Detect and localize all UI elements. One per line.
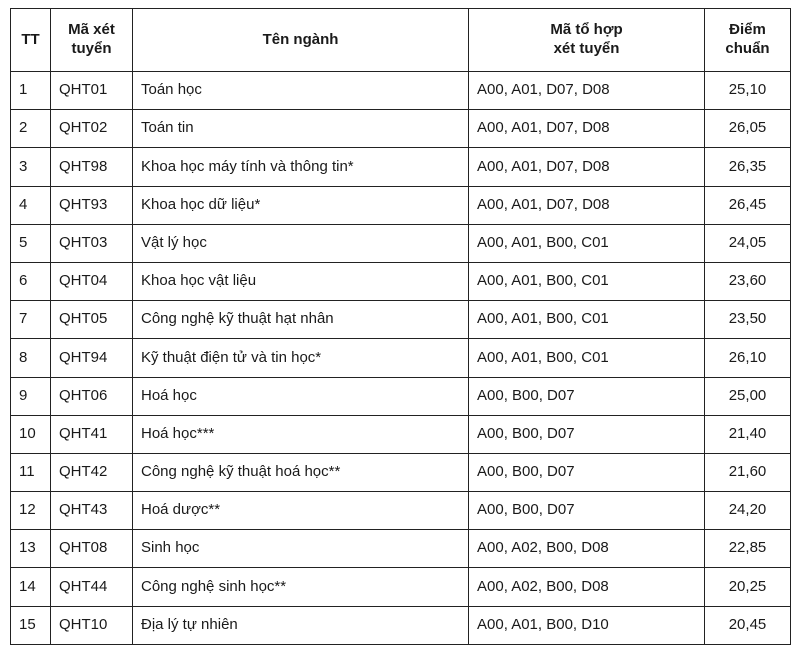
program-code-cell: QHT98 xyxy=(51,148,133,186)
program-code-cell: QHT04 xyxy=(51,262,133,300)
program-name-cell: Hoá học xyxy=(133,377,469,415)
program-name-cell: Toán tin xyxy=(133,110,469,148)
row-number-cell: 5 xyxy=(11,224,51,262)
table-row xyxy=(11,377,791,415)
header-row xyxy=(11,9,791,72)
benchmark-score-cell: 26,10 xyxy=(705,339,791,377)
row-number-cell: 10 xyxy=(11,415,51,453)
subject-combination-cell: A00, A01, B00, C01 xyxy=(469,339,705,377)
program-name-cell: Khoa học máy tính và thông tin* xyxy=(133,148,469,186)
subject-combination-cell: A00, A02, B00, D08 xyxy=(469,530,705,568)
benchmark-score-cell: 21,60 xyxy=(705,453,791,491)
header-ma-line2: tuyển xyxy=(71,40,112,57)
table-row xyxy=(11,110,791,148)
subject-combination-cell: A00, A01, B00, C01 xyxy=(469,301,705,339)
table-row xyxy=(11,606,791,644)
row-number-cell: 9 xyxy=(11,377,51,415)
program-code-cell: QHT03 xyxy=(51,224,133,262)
program-name-cell: Vật lý học xyxy=(133,224,469,262)
subject-combination-cell: A00, A01, B00, C01 xyxy=(469,262,705,300)
subject-combination-cell: A00, A01, D07, D08 xyxy=(469,72,705,110)
subject-combination-cell: A00, A01, B00, D10 xyxy=(469,606,705,644)
header-tohop-line1: Mã tổ hợp xyxy=(550,21,623,39)
row-number-cell: 7 xyxy=(11,301,51,339)
program-code-cell: QHT02 xyxy=(51,110,133,148)
table-row xyxy=(11,339,791,377)
subject-combination-cell: A00, A01, D07, D08 xyxy=(469,186,705,224)
table-row xyxy=(11,492,791,530)
subject-combination-cell: A00, A01, B00, C01 xyxy=(469,224,705,262)
row-number-cell: 11 xyxy=(11,453,51,491)
program-code-cell: QHT05 xyxy=(51,301,133,339)
program-name-cell: Địa lý tự nhiên xyxy=(133,606,469,644)
program-name-cell: Hoá học*** xyxy=(133,415,469,453)
table-row xyxy=(11,72,791,110)
row-number-cell: 13 xyxy=(11,530,51,568)
program-name-cell: Công nghệ kỹ thuật hạt nhân xyxy=(133,301,469,339)
subject-combination-cell: A00, A01, D07, D08 xyxy=(469,148,705,186)
header-ma-to-hop xyxy=(469,9,705,72)
benchmark-score-cell: 25,00 xyxy=(705,377,791,415)
table-row xyxy=(11,415,791,453)
benchmark-score-cell: 26,45 xyxy=(705,186,791,224)
program-code-cell: QHT08 xyxy=(51,530,133,568)
program-code-cell: QHT94 xyxy=(51,339,133,377)
row-number-cell: 3 xyxy=(11,148,51,186)
subject-combination-cell: A00, B00, D07 xyxy=(469,492,705,530)
program-name-cell: Khoa học vật liệu xyxy=(133,262,469,300)
program-name-cell: Công nghệ kỹ thuật hoá học** xyxy=(133,453,469,491)
program-code-cell: QHT01 xyxy=(51,72,133,110)
program-code-cell: QHT10 xyxy=(51,606,133,644)
benchmark-score-cell: 20,25 xyxy=(705,568,791,606)
program-name-cell: Công nghệ sinh học** xyxy=(133,568,469,606)
program-name-cell: Toán học xyxy=(133,72,469,110)
benchmark-score-cell: 22,85 xyxy=(705,530,791,568)
row-number-cell: 12 xyxy=(11,492,51,530)
program-name-cell: Khoa học dữ liệu* xyxy=(133,186,469,224)
program-name-cell: Hoá dược** xyxy=(133,492,469,530)
program-code-cell: QHT93 xyxy=(51,186,133,224)
benchmark-score-cell: 26,05 xyxy=(705,110,791,148)
header-tohop-line2: xét tuyển xyxy=(553,40,620,57)
row-number-cell: 8 xyxy=(11,339,51,377)
subject-combination-cell: A00, B00, D07 xyxy=(469,453,705,491)
benchmark-score-cell: 23,60 xyxy=(705,262,791,300)
table-row xyxy=(11,301,791,339)
table-row xyxy=(11,224,791,262)
row-number-cell: 1 xyxy=(11,72,51,110)
row-number-cell: 4 xyxy=(11,186,51,224)
row-number-cell: 14 xyxy=(11,568,51,606)
row-number-cell: 2 xyxy=(11,110,51,148)
table-row xyxy=(11,530,791,568)
header-ma-xet-tuyen xyxy=(51,9,133,72)
table-header xyxy=(11,9,791,72)
admission-score-table xyxy=(10,8,791,645)
table-row xyxy=(11,148,791,186)
header-ten-nganh: Tên ngành xyxy=(133,9,469,72)
benchmark-score-cell: 25,10 xyxy=(705,72,791,110)
benchmark-score-cell: 24,05 xyxy=(705,224,791,262)
subject-combination-cell: A00, B00, D07 xyxy=(469,377,705,415)
program-code-cell: QHT06 xyxy=(51,377,133,415)
benchmark-score-cell: 23,50 xyxy=(705,301,791,339)
program-name-cell: Kỹ thuật điện tử và tin học* xyxy=(133,339,469,377)
benchmark-score-cell: 24,20 xyxy=(705,492,791,530)
benchmark-score-cell: 20,45 xyxy=(705,606,791,644)
benchmark-score-cell: 21,40 xyxy=(705,415,791,453)
subject-combination-cell: A00, A02, B00, D08 xyxy=(469,568,705,606)
header-diem-line1: Điểm xyxy=(729,21,766,39)
table-row xyxy=(11,186,791,224)
row-number-cell: 15 xyxy=(11,606,51,644)
program-name-cell: Sinh học xyxy=(133,530,469,568)
program-code-cell: QHT43 xyxy=(51,492,133,530)
table-body xyxy=(11,72,791,645)
row-number-cell: 6 xyxy=(11,262,51,300)
header-diem-chuan xyxy=(705,9,791,72)
table-row xyxy=(11,568,791,606)
header-ma-line1: Mã xét xyxy=(68,21,115,39)
table-row xyxy=(11,453,791,491)
table-row xyxy=(11,262,791,300)
subject-combination-cell: A00, A01, D07, D08 xyxy=(469,110,705,148)
program-code-cell: QHT42 xyxy=(51,453,133,491)
benchmark-score-cell: 26,35 xyxy=(705,148,791,186)
header-diem-line2: chuẩn xyxy=(725,40,770,57)
program-code-cell: QHT41 xyxy=(51,415,133,453)
subject-combination-cell: A00, B00, D07 xyxy=(469,415,705,453)
program-code-cell: QHT44 xyxy=(51,568,133,606)
header-tt: TT xyxy=(11,9,51,72)
